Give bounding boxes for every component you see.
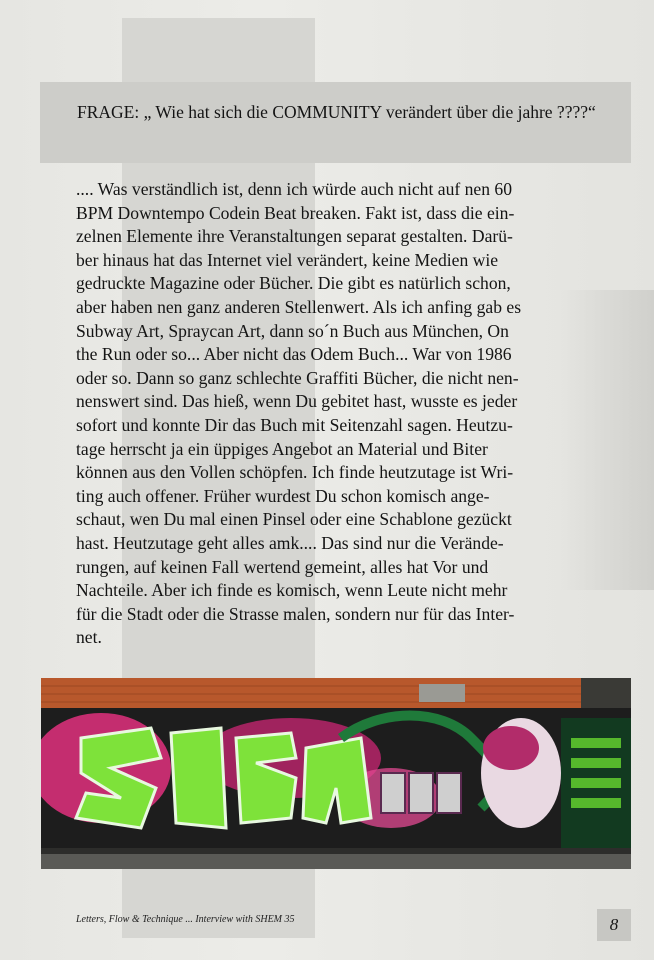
- answer-text: .... Was verständlich ist, denn ich würde auch nicht auf nen 60 BPM Downtempo Codein Beat breaken. Fakt ist, dass die ein- zelnen Elemente ihre Veranstaltungen separat gestalten. Darü- ber hinaus hat das Internet viel verändert, keine Medien wie gedruckte Magazine oder Bücher. Die gibt es natürlich schon, aber haben nen ganz anderen Stellenwert. Als ich anfing gab es Subway Art, Spraycan Art, dann so´n Buch aus München, On the Run oder so... Aber nicht das Odem Buch... War von 1986 oder so. Dann so ganz schlechte Graffiti Bücher, die nicht nen- nenswert sind. Das hieß, wenn Du gebitet hast, wusste es jeder sofort und konnte Dir das Buch mit Seitenzahl sagen. Heutzu- tage herrscht ja ein üppiges Angebot an Material und Biter können aus den Vollen schöpfen. Ich finde heutzutage ist Wri- ting auch offener. Früher wurdest Du schon komisch ange- schaut, wen Du mal einen Pinsel oder eine Schablone gezückt hast. Heutzutage geht alles amk.... Das sind nur die Verände- rungen, auf keinen Fall wertend gemeint, alles hat Vor und Nachteile. Aber ich finde es komisch, wenn Leute nicht mehr für die Stadt oder die Strasse malen, sondern nur für das Inter- net.: [76, 179, 522, 648]
- graffiti-image-icon: [41, 678, 631, 869]
- question-heading: FRAGE: „ Wie hat sich die COMMUNITY verändert über die jahre ????“: [77, 102, 596, 122]
- footer-caption: Letters, Flow & Technique ... Interview with SHEM 35: [76, 914, 295, 925]
- page-number: 8: [597, 909, 631, 941]
- graffiti-wall-photo: [41, 678, 631, 869]
- background-shade: [560, 290, 654, 590]
